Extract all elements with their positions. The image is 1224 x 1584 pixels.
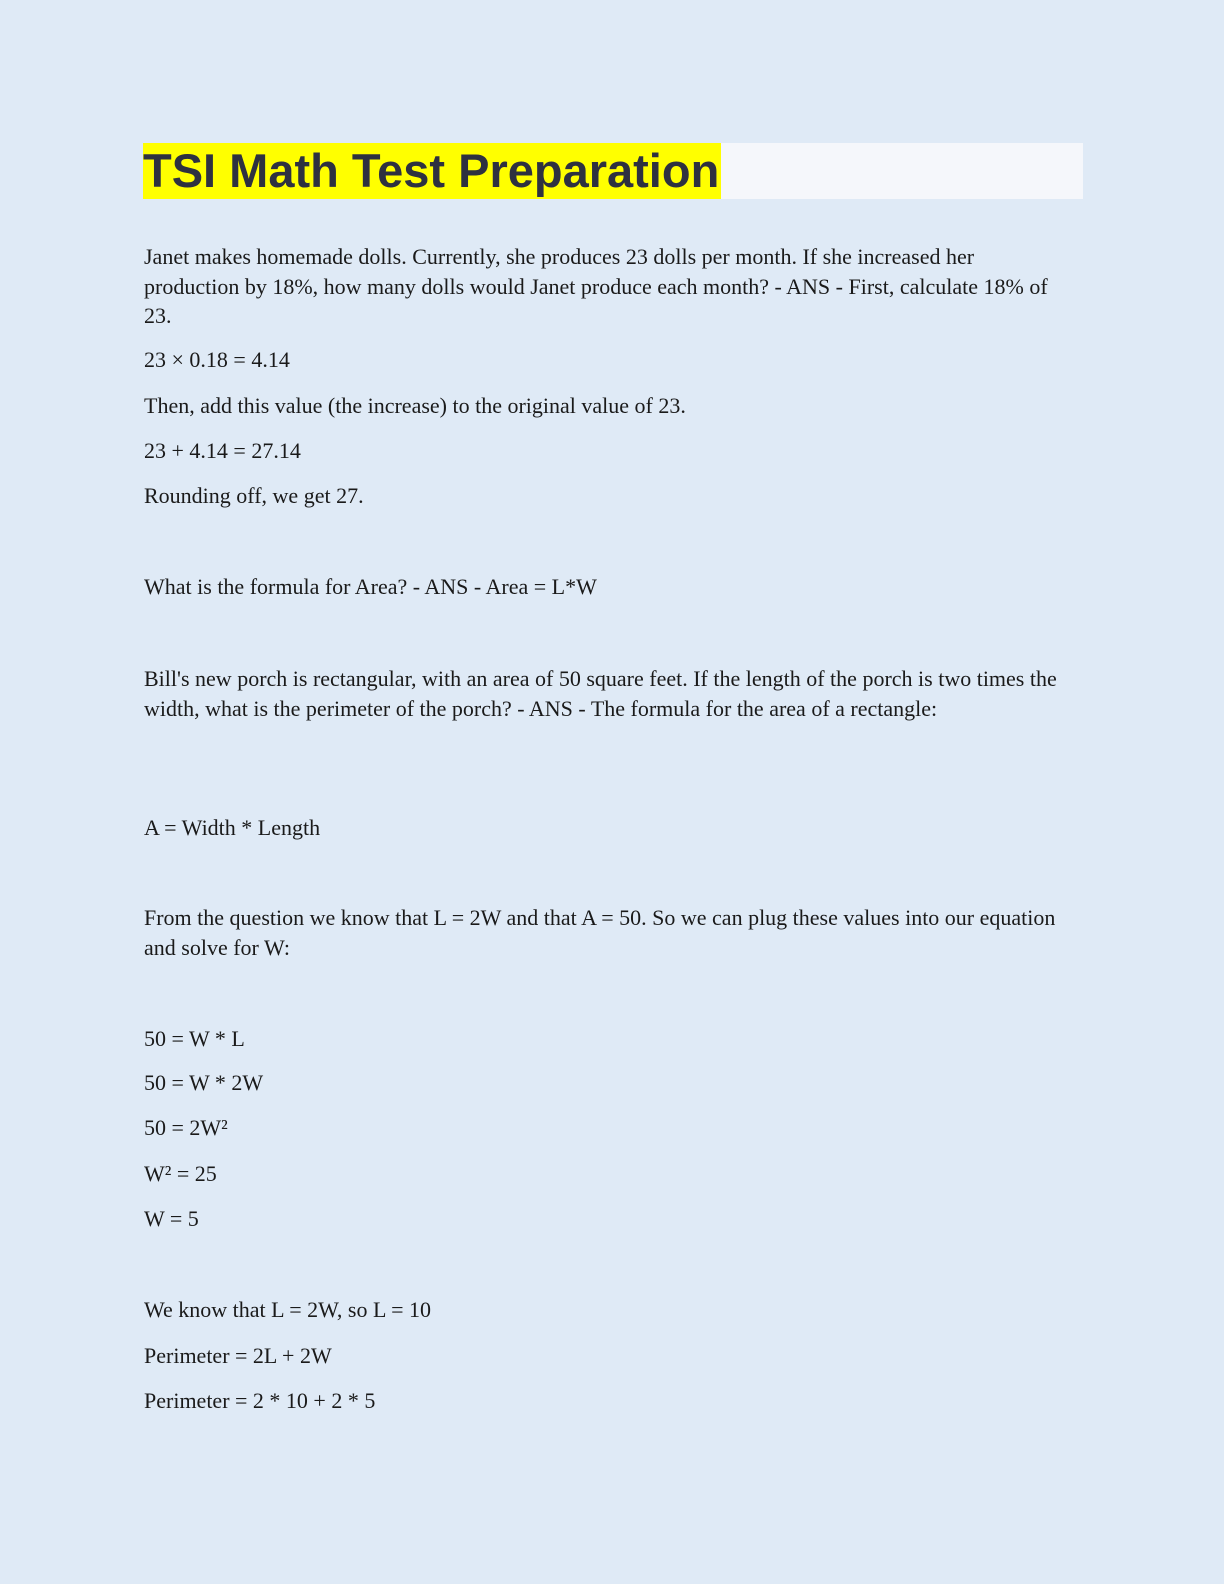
calc-line: 23 × 0.18 = 4.14	[144, 347, 290, 372]
text-line: Rounding off, we get 27.	[144, 483, 364, 508]
calc-line: 50 = 2W²	[144, 1115, 228, 1140]
calc-line: W² = 25	[144, 1161, 217, 1186]
question-area-formula: What is the formula for Area? - ANS - Area = L*W	[144, 574, 597, 599]
question-janet-dolls: Janet makes homemade dolls. Currently, she produces 23 dolls per month. If she increased her production by 18%, how many dolls would Janet produce each month? - ANS - First, calculate 18% of 23.	[144, 244, 1048, 329]
calc-line: Perimeter = 2L + 2W	[144, 1343, 332, 1368]
calc-line: 23 + 4.14 = 27.14	[144, 438, 301, 463]
calc-line: W = 5	[144, 1206, 199, 1231]
text-line: From the question we know that L = 2W and that A = 50. So we can plug these values into our equation and solve for W:	[144, 905, 1056, 960]
calc-line: 50 = W * L	[144, 1026, 245, 1051]
question-porch: Bill's new porch is rectangular, with an area of 50 square feet. If the length of the porch is two times the width, what is the perimeter of the porch? - ANS - The formula for the area of a rectangle:	[144, 666, 1057, 721]
text-line: We know that L = 2W, so L = 10	[144, 1297, 432, 1322]
formula-line: A = Width * Length	[144, 815, 321, 840]
page-title: TSI Math Test Preparation	[143, 144, 720, 197]
calc-line: Perimeter = 2 * 10 + 2 * 5	[144, 1388, 376, 1413]
text-line: Then, add this value (the increase) to the original value of 23.	[144, 393, 686, 418]
calc-line: 50 = W * 2W	[144, 1070, 264, 1095]
